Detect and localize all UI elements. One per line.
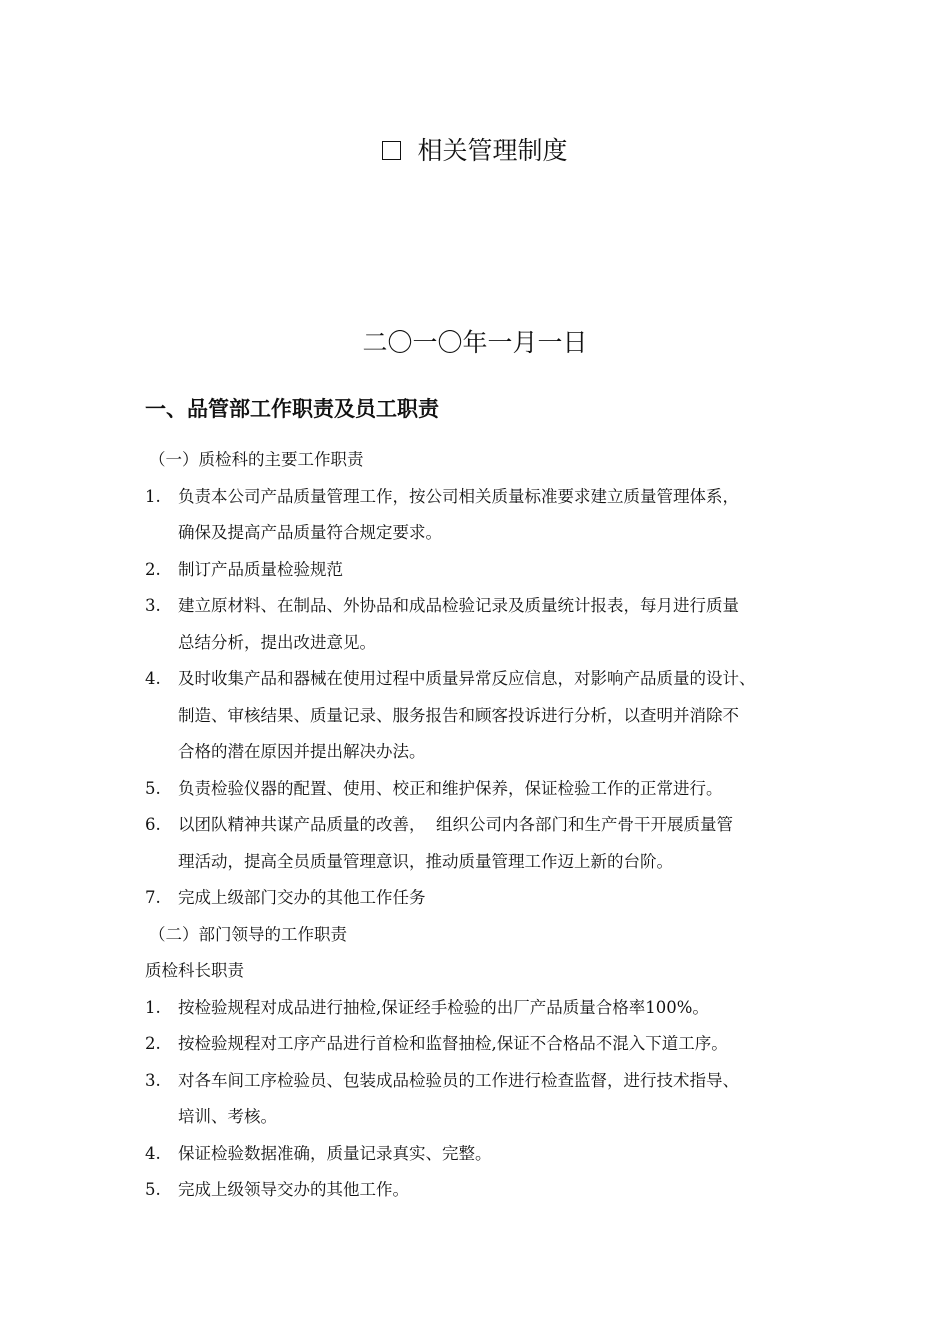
- list-item-text: 培训、考核。: [178, 1107, 277, 1126]
- document-title-text: 相关管理制度: [417, 136, 568, 165]
- list-item-text: 对各车间工序检验员、包装成品检验员的工作进行检查监督，进行技术指导、: [178, 1070, 739, 1090]
- list-item-number: 1.: [145, 486, 161, 506]
- list-item-number: 6.: [145, 815, 161, 834]
- list-item: [145, 588, 865, 661]
- list-item: [145, 807, 865, 880]
- list-item-text: 制订产品质量检验规范: [178, 559, 343, 579]
- list-item-number: 1.: [145, 997, 161, 1017]
- list-item-text: 完成上级部门交办的其他工作任务: [178, 888, 426, 907]
- list-item-number: 3.: [145, 596, 161, 615]
- list-item: [145, 1063, 865, 1136]
- list-item-text: 总结分析，提出改进意见。: [178, 632, 376, 652]
- list-item: [145, 1026, 865, 1063]
- document-body: [145, 442, 865, 1209]
- role-title: 质检科长职责: [145, 961, 244, 980]
- list-item-text: 制造、审核结果、质量记录、服务报告和顾客投诉进行分析，以查明并消除不: [178, 705, 739, 725]
- list-item: [145, 661, 865, 771]
- document-date: 二〇一〇年一月一日: [362, 328, 588, 357]
- list-item-text: 按检验规程对工序产品进行首检和监督抽检,保证不合格品不混入下道工序。: [178, 1034, 728, 1053]
- list-item-number: 2.: [145, 1034, 161, 1053]
- list-item-number: 7.: [145, 888, 161, 907]
- list-item-text: 负责检验仪器的配置、使用、校正和维护保养，保证检验工作的正常进行。: [178, 778, 723, 798]
- list-item-text: 理活动，提高全员质量管理意识，推动质量管理工作迈上新的台阶。: [178, 851, 673, 871]
- list-item: [145, 771, 865, 808]
- list-item: [145, 1136, 865, 1173]
- checkbox-icon: [382, 141, 401, 160]
- list-item-number: 4.: [145, 669, 161, 688]
- list-item: [145, 990, 865, 1027]
- list-item-number: 2.: [145, 559, 161, 579]
- list-item-text: 按检验规程对成品进行抽检,保证经手检验的出厂产品质量合格率100%。: [178, 997, 709, 1017]
- document-title: [0, 134, 950, 168]
- list-item-text: 保证检验数据准确，质量记录真实、完整。: [178, 1143, 492, 1163]
- section-heading: 一、品管部工作职责及员工职责: [145, 397, 439, 421]
- list-item-text: 建立原材料、在制品、外协品和成品检验记录及质量统计报表，每月进行质量: [178, 596, 739, 615]
- list-item-text: 完成上级领导交办的其他工作。: [178, 1180, 409, 1199]
- list-item: [145, 552, 865, 589]
- list-item-number: 5.: [145, 778, 161, 798]
- list-item-text: 负责本公司产品质量管理工作，按公司相关质量标准要求建立质量管理体系，: [178, 486, 739, 506]
- subsection-heading: （二）部门领导的工作职责: [149, 924, 347, 944]
- list-item-text: 及时收集产品和器械在使用过程中质量异常反应信息，对影响产品质量的设计、: [178, 669, 756, 688]
- list-item-number: 4.: [145, 1143, 161, 1163]
- list-item-text: 确保及提高产品质量符合规定要求。: [178, 523, 442, 542]
- list-item-text: 以团队精神共谋产品质量的改善， 组织公司内各部门和生产骨干开展质量管: [178, 815, 733, 834]
- list-item: [145, 479, 865, 552]
- list-item-text: 合格的潜在原因并提出解决办法。: [178, 742, 426, 761]
- list-item: [145, 1172, 865, 1209]
- list-item-number: 5.: [145, 1180, 161, 1199]
- subsection-heading: （一）质检科的主要工作职责: [149, 450, 364, 469]
- list-item: [145, 880, 865, 917]
- list-item-number: 3.: [145, 1070, 161, 1090]
